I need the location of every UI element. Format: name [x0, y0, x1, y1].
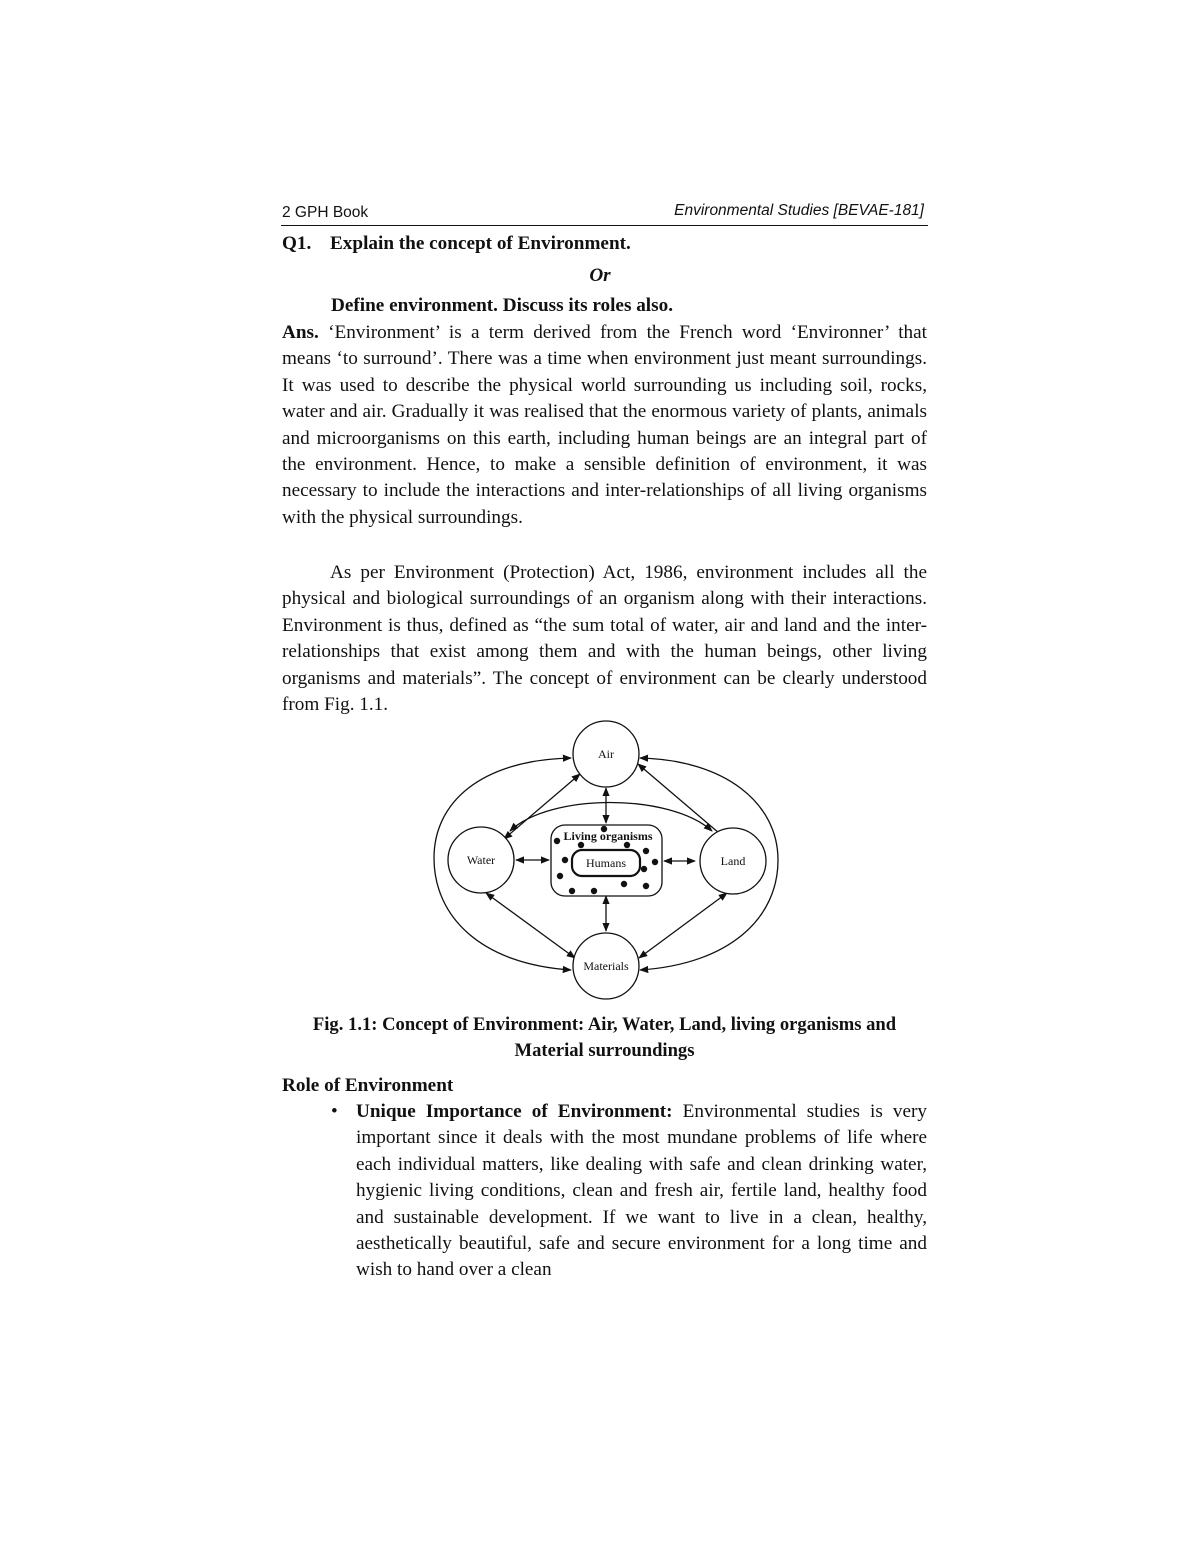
- answer-label: Ans.: [282, 322, 319, 343]
- label-living-organisms: Living organisms: [563, 829, 653, 843]
- bullet-symbol: •: [331, 1101, 338, 1122]
- answer-text-1: ‘Environment’ is a term derived from the French word ‘Environner’ that means ‘to surround’. There was a time when environment just meant surroundings. It was used to describe the physical world surrounding us including soil, rocks, water and air. Gradually it was realised that the enormous variety of plants, animals and microorganisms on this earth, including human beings are an integral part of the environment. Hence, to make a sensible definition of environment, it was necessary to include the interactions and inter-relationships of all living organisms with the physical surroundings.: [282, 322, 928, 528]
- header-book-title: 2 GPH Book: [282, 204, 369, 221]
- label-humans: Humans: [586, 856, 626, 870]
- environment-concept-diagram: [420, 718, 790, 1008]
- question-heading: [282, 231, 927, 257]
- bullet-text: Environmental studies is very important since it deals with the most mundane problems of life where each individual matters, like dealing with safe and clean drinking water, hygienic living conditions, clean and fresh air, fertile land, healthy food and sustainable development. If we want to live in a clean, healthy, aesthetically beautiful, safe and secure environment for a long time and wish to hand over a clean: [356, 1101, 927, 1281]
- link-land-materials: [639, 893, 727, 958]
- bullet-body: [356, 1099, 927, 1284]
- label-land: Land: [720, 854, 746, 868]
- answer-paragraph-1: [282, 320, 927, 531]
- alternate-question: Define environment. Discuss its roles also.: [331, 295, 673, 316]
- header-subject-title: Environmental Studies [BEVAE-181]: [674, 202, 924, 219]
- page-header: [281, 201, 928, 226]
- bullet-title: Unique Importance of Environment:: [356, 1101, 673, 1122]
- label-materials: Materials: [583, 959, 629, 973]
- label-water: Water: [466, 853, 496, 867]
- or-separator: Or: [589, 265, 611, 286]
- question-text: Explain the concept of Environment.: [330, 233, 631, 254]
- answer-text-2: As per Environment (Protection) Act, 1986, environment includes all the physical and biological surroundings of an organism along with their interactions. Environment is thus, defined as “the sum total of water, air and land and the inter-relationships that exist among them and with the human beings, other living organisms and materials”. The concept of environment can be clearly understood from Fig. 1.1.: [282, 562, 927, 716]
- question-number: Q1.: [282, 233, 312, 254]
- section-heading-role: Role of Environment: [282, 1075, 454, 1096]
- figure-caption: Fig. 1.1: Concept of Environment: Air, Water, Land, living organisms and Material surroundings: [312, 1014, 897, 1061]
- link-water-materials: [486, 893, 575, 958]
- label-air: Air: [598, 747, 614, 761]
- answer-paragraph-2: [282, 560, 927, 718]
